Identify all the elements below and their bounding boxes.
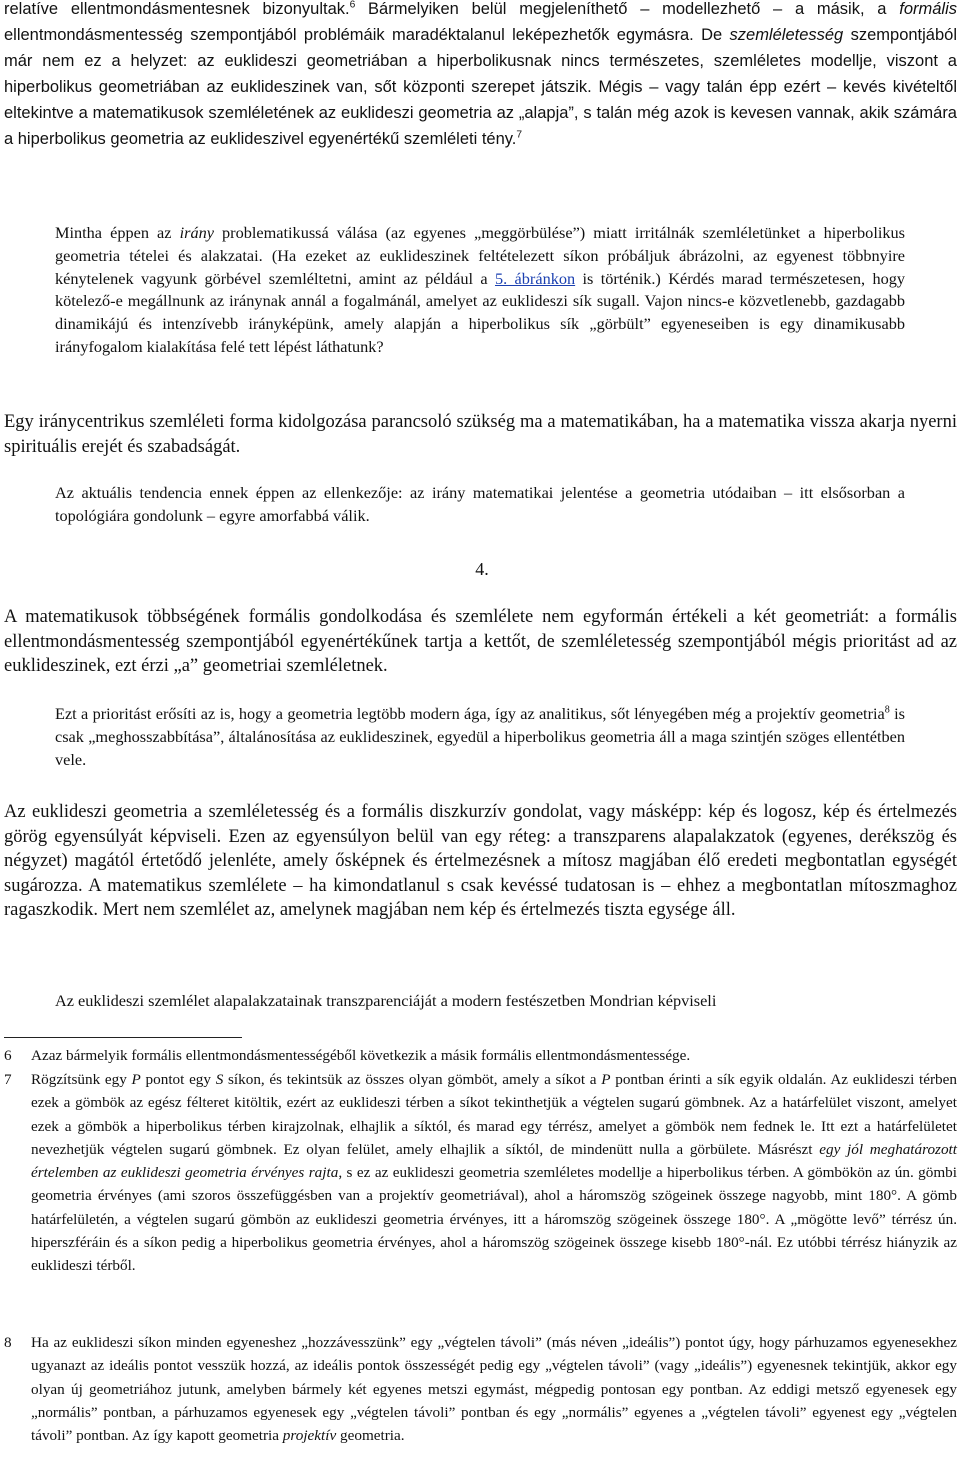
quote-1 (55, 222, 905, 359)
quote-3 (55, 703, 905, 771)
figure-link[interactable]: 5. ábránkon (494, 268, 576, 288)
footnote-number: 8 (4, 1334, 12, 1351)
footnote-text (31, 1331, 957, 1447)
footnote-text: Azaz bármelyik formális ellentmondásmentességéből következik a másik formális ellentmondásmentessége. (31, 1047, 691, 1064)
text-run: síkon, és tekintsük az összes olyan gömböt, amely a síkot a (223, 1071, 602, 1088)
emphasis: egy jól meghatározott értelemben az euklideszi geometria érvényes rajta (31, 1140, 957, 1182)
footnote-8 (4, 1331, 957, 1474)
footnote-number: 7 (4, 1071, 12, 1088)
emphasis: projektív (282, 1427, 337, 1445)
text-run: geometria. (336, 1427, 405, 1445)
emphasis: formális (899, 0, 957, 18)
footnote-separator (4, 1037, 242, 1038)
text-run: Ha az euklideszi síkon minden egyeneshez „hozzávesszünk” egy „végtelen távoli” (más néven „ideális”) pontot úgy, hogy párhuzamos egyenesekhez ugyanazt az ideális pontot vesszük hozzá, az ideális pontok összességét pedig egy „végtelen távoli” (vagy „ideális”) egyenesnek tekintjük, akkor egy olyan új geometriához jutunk, amelyben bármely két egyenes metszi egymást, mégpedig pontosan egy pontban. Az eddigi metsző egyenesek egy „normális” pontban, a párhuzamos egyenesek egy „végtelen távoli” pontban és egy „normális” egyenes a „végtelen távoli” egyenest egy „végtelen távoli” pontban. Az így kapott geometria (31, 1334, 957, 1445)
emphasis: P (131, 1071, 141, 1088)
footnote-number: 6 (4, 1047, 12, 1064)
text-run: relatíve ellentmondásmentesnek bizonyultak. (4, 0, 350, 18)
text-run: Rögzítsünk egy (31, 1071, 132, 1088)
text-run: , s ez az euklideszi geometria szemléletes modellje a hiperbolikus térben. A gömbökön az ún. gömbi geometria érvényes (ami szoros összefüggésben van a projektív geometriával), ahol a háromszög szögeinek összege nagyobb, mint 180°. A gömb határfelületén, a végtelen sugarú gömbön az euklideszi geometria érvényes, itt a háromszög szögeinek összege 180°. A „mögötte levő” térrész ún. hiperszféráin és a síkon pedig a hiperbolikus geometria érvényes, ahol a háromszög szögeinek összege kisebb 180°-nál. Ez utóbbi térrész hiányzik az euklideszi térből. (31, 1164, 957, 1275)
emphasis: irány (179, 223, 214, 242)
text-run: problematikussá válása (az egyenes „meggörbülése”) miatt irritálnák szemléletünket a hiperbolikus geometria tételei és alakzatai. (Ha ezeket az euklideszinek feltételezett síkon próbáljuk ábrázolni, az egyenest többnyire kénytelenek vagyunk görbével szemléltetni, amint az például a (55, 223, 905, 288)
text-run: szempontjából már nem ez a helyzet: az euklideszi geometriában a hiperbolikusnak nincs természetes, szemléletes modellje, viszont a hiperbolikus geometriában az euklideszinek van, sőt központi szerepet játszik. Mégis – vagy talán épp ezért – kevés kivételtől eltekintve a matematikusok szemléletének az euklideszi geometria az „alapja”, s talán még azok is kevesen vannak, akik számára a hiperbolikus geometria az euklideszivel egyenértékű szemléleti tény. (4, 26, 957, 148)
footnote-ref-6[interactable]: 6 (349, 0, 356, 11)
section-number: 4. (475, 559, 489, 579)
paragraph-3: A matematikusok többségének formális gondolkodása és szemlélete nem egyformán értékeli a két geometriát: a formális ellentmondásmentesség szempontjából egyenértékűnek tartja a kettőt, de szemléletesség szempontjából mégis prioritást ad az euklideszinek, ezt érzi „a” geometriai szemléletnek. (4, 607, 957, 676)
footnote-ref-7[interactable]: 7 (516, 129, 523, 141)
text-run: ellentmondásmentesség szempontjából problémáik maradéktalanul leképezhetők egymásra. De (4, 26, 730, 44)
emphasis: P (601, 1071, 611, 1088)
text-run: Bármelyiken belül megjeleníthető – modellezhető – a másik, a (355, 0, 900, 18)
quote-2: Az aktuális tendencia ennek éppen az ellenkezője: az irány matematikai jelentése a geometria utódaiban – itt elsősorban a topológiára gondolunk – egyre amorfabbá válik. (55, 483, 905, 525)
footnote-ref-8[interactable]: 8 (884, 704, 890, 716)
text-run: Mintha éppen az (55, 223, 180, 242)
footnote-7 (4, 1068, 957, 1338)
paragraph-4: Az euklideszi geometria a szemléletesség és a formális diszkurzív gondolat, vagy másképp: kép és logosz, kép és értelmezés görög egyensúlyát képviseli. Ezen az egyensúlyon belül van egy réteg: a transzparens alapalakzatok (egyenes, derékszög és négyzet) magától értetődő jelenléte, amely ősképnek és értelmezésnek a mítosz magjában élő eredeti megbontatlan egységét sugározza. A matematikus szemlélete – ha kimondatlanul s csak kevéssé tudatosan is – ehhez a megbontatlan mítoszmaghoz ragaszkodik. Mert nem szemlélet az, amelynek magjában nem kép és értelmezés tiszta egysége áll. (4, 802, 957, 920)
paragraph-2: Egy iránycentrikus szemléleti forma kidolgozása parancsoló szükség ma a matematikában, ha a matematika vissza akarja nyerni spirituális erejét és szabadságát. (4, 412, 957, 457)
text-run: pontot egy (140, 1071, 216, 1088)
footnote-text (31, 1068, 957, 1278)
text-run: is történik.) Kérdés marad természetesen, hogy kötelező-e megállnunk az iránynak annál a fogalmánál, amelyet az euklideszi sík sugall. Vajon nincs-e közvetlenebb, gazdagabb dinamikájú és intenzívebb irányképünk, amely alapján a hiperbolikus sík „görbült” egyeneseiben is egy dinamikusabb irányfogalom kialakítása felé tett lépést láthatunk? (55, 268, 906, 356)
text-run: is csak „meghosszabbítása”, általánosítása az euklideszinek, egyedül a hiperbolikus geometria áll a maga szintjén szöges ellentétben vele. (55, 704, 905, 769)
paragraph-1 (4, 0, 957, 152)
emphasis: szemléletesség (729, 26, 844, 44)
quote-4: Az euklideszi szemlélet alapalakzatainak transzparenciáját a modern festészetben Mondrian képviseli (55, 991, 717, 1010)
footnote-6 (4, 1044, 957, 1068)
text-run: pontban érinti a sík egyik oldalán. Az euklideszi térben ezek a gömbök az egész félteret kitöltik, ezért az euklideszi térben a síkot tekinthetjük a végtelen sugarú gömbnek. Az a határfelület viszont, amelyet ezek a gömbök a hiperbolikus térben kirajzolnak, elhajlik a síktól, és marad egy térrész, amelyet a gömbök nem fednek le. Itt ezt a határfelületet nevezhetjük végtelen sugarú gömbnek. Ez olyan felület, amely elhajlik a síktól, de mindenütt nulla a görbülete. Másrészt (31, 1071, 957, 1158)
emphasis: S (215, 1071, 224, 1088)
text-run: Ezt a prioritást erősíti az is, hogy a geometria legtöbb modern ága, így az analitikus, sőt lényegében még a projektív geometria (55, 704, 885, 723)
